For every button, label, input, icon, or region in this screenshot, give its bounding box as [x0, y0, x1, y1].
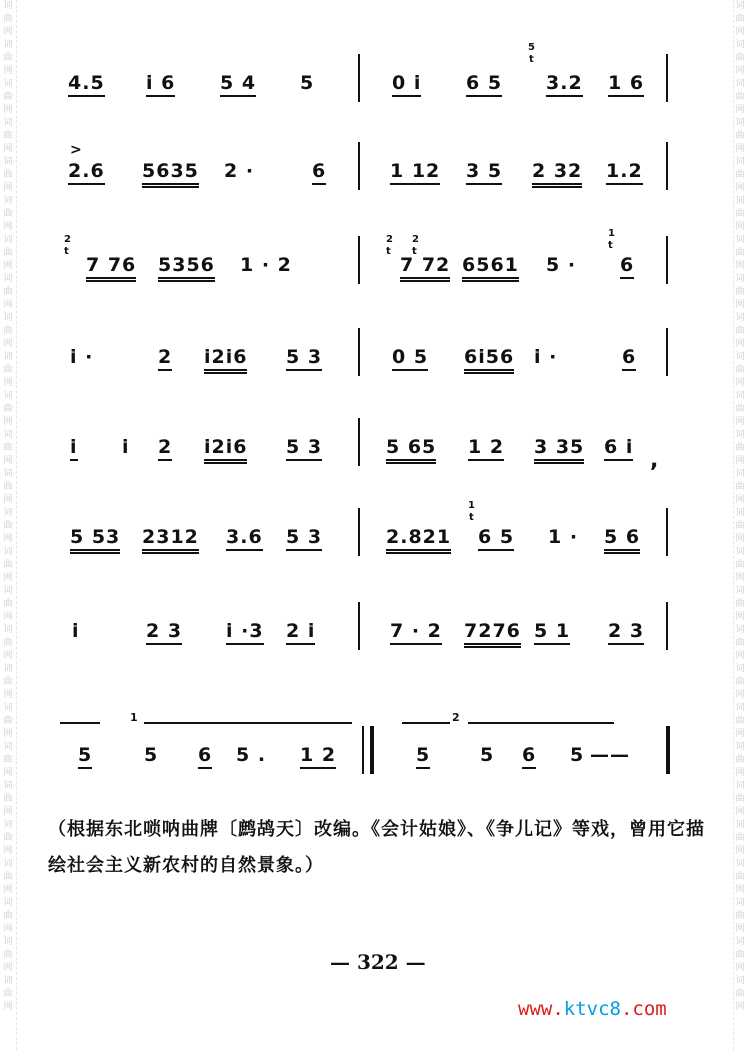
note-group: 5 53 [70, 526, 120, 554]
note-group: 5356 [158, 254, 215, 282]
left-watermark-text: 词曲网词曲网词曲网词曲网词曲网词曲网词曲网词曲网词曲网词曲网词曲网词曲网词曲网词曲网词曲网词曲网词曲网词曲网词曲网词曲网词曲网词曲网词曲网词曲网词曲网词曲网 [3, 1, 13, 1012]
note-group: 3 5 [466, 160, 502, 185]
note-group: 2 3 [608, 620, 644, 645]
note-group: 7276 [464, 620, 521, 648]
note-group: 5 3 [286, 436, 322, 461]
grace-mark: t [412, 246, 417, 257]
note-group: 6 i [604, 436, 633, 461]
note-group: 1 12 [390, 160, 440, 185]
note-group: 3.2 [546, 72, 583, 97]
note-group: 5 6 [604, 526, 640, 554]
grace-note: 2 [386, 234, 393, 245]
barline [666, 602, 668, 650]
note-group: i [70, 436, 78, 461]
note-group: 6i56 [464, 346, 514, 374]
note-group: 7 72 [400, 254, 450, 282]
score-row-2 [60, 142, 680, 220]
note-group: 5 [480, 744, 495, 766]
note-group: 5 4 [220, 72, 256, 97]
note-group: 6 [620, 254, 634, 279]
note-group: 4.5 [68, 72, 105, 97]
first-ending-number: 1 [130, 711, 138, 724]
breath-mark: , [650, 448, 659, 473]
note-group: 5635 [142, 160, 199, 188]
barline [358, 236, 360, 284]
grace-mark: t [64, 246, 69, 257]
barline [666, 328, 668, 376]
note-group: 2.821 [386, 526, 451, 554]
site-watermark [518, 998, 667, 1020]
note-group: 6 [522, 744, 536, 769]
score-row-4 [60, 346, 680, 406]
site-part-b: ktvc8 [563, 998, 621, 1020]
note-group: i [72, 620, 80, 642]
note-group: 2312 [142, 526, 199, 554]
grace-note: 1 [468, 500, 475, 511]
note-group: 5 3 [286, 526, 322, 551]
note-group: 0 i [392, 72, 421, 97]
note-group: 1 · 2 [240, 254, 292, 276]
accent-mark: > [70, 142, 82, 158]
note-group: 5 1 [534, 620, 570, 645]
right-watermark-strip [733, 0, 748, 1050]
note-group: 3 35 [534, 436, 584, 464]
ending-bracket [144, 722, 352, 724]
music-score [60, 0, 680, 800]
repeat-barline [362, 726, 374, 774]
barline [666, 142, 668, 190]
barline [358, 602, 360, 650]
note-group: 0 5 [392, 346, 428, 371]
grace-note: 2 [412, 234, 419, 245]
note-group: 3.6 [226, 526, 263, 551]
note-group: 7 76 [86, 254, 136, 282]
note-group: i2i6 [204, 436, 247, 464]
note-group: 2 3 [146, 620, 182, 645]
note-group: 5 [570, 744, 585, 766]
score-row-5 [60, 436, 680, 496]
note-group: i 6 [146, 72, 175, 97]
score-row-1 [60, 42, 680, 132]
barline [666, 236, 668, 284]
note-group: 1 2 [468, 436, 504, 461]
note-group: 5 3 [286, 346, 322, 371]
note-group: i ·3 [226, 620, 264, 645]
grace-note: 2 [64, 234, 71, 245]
note-group: 2 · [224, 160, 255, 182]
left-watermark-strip [2, 0, 17, 1050]
ending-bracket [468, 722, 614, 724]
site-part-a: www. [518, 998, 564, 1020]
note-group: 5 [300, 72, 315, 94]
note-group: 1 · [548, 526, 579, 548]
score-row-8 [60, 711, 680, 804]
page-number: — 322 — [330, 950, 426, 974]
note-group: 7 · 2 [390, 620, 442, 645]
caption-text: （根据东北唢呐曲牌〔鹧鸪天〕改编。《会计姑娘》、《争儿记》等戏，曾用它描绘社会主义新农村的自然景象。） [48, 819, 705, 876]
barline [666, 508, 668, 556]
note-group: 1 6 [608, 72, 644, 97]
note-group: 5 [416, 744, 430, 769]
note-group: 5 · [546, 254, 577, 276]
barline [358, 508, 360, 556]
grace-mark: t [469, 512, 474, 523]
note-group: 2 i [286, 620, 315, 645]
note-group: 5 . [236, 744, 267, 766]
note-group: i [122, 436, 130, 458]
grace-mark: t [608, 240, 613, 251]
note-group: 5 [144, 744, 159, 766]
grace-note: 5 [528, 42, 535, 53]
note-group: 6 5 [466, 72, 502, 97]
note-group: 6 [312, 160, 326, 185]
right-watermark-text: 词曲网词曲网词曲网词曲网词曲网词曲网词曲网词曲网词曲网词曲网词曲网词曲网词曲网词曲网词曲网词曲网词曲网词曲网词曲网词曲网词曲网词曲网词曲网词曲网词曲网词曲网 [735, 1, 745, 1012]
second-ending-number: 2 [452, 711, 460, 724]
note-group: i · [534, 346, 558, 368]
note-group: 2 32 [532, 160, 582, 188]
site-part-c: .com [620, 998, 667, 1020]
grace-note: 1 [608, 228, 615, 239]
note-group: 5 65 [386, 436, 436, 464]
note-group: 6 5 [478, 526, 514, 551]
note-group: 6 [198, 744, 212, 769]
note-group: 1.2 [606, 160, 643, 185]
note-group: 6561 [462, 254, 519, 282]
final-barline [666, 726, 670, 774]
note-group: 2 [158, 436, 172, 461]
ending-bracket [402, 722, 450, 724]
note-group: 1 2 [300, 744, 336, 769]
barline [358, 54, 360, 102]
grace-mark: t [386, 246, 391, 257]
score-row-6 [60, 500, 680, 586]
ending-bracket [60, 722, 100, 724]
score-row-3 [60, 228, 680, 314]
note-group: i2i6 [204, 346, 247, 374]
barline [358, 328, 360, 376]
note-group: 6 [622, 346, 636, 371]
barline [666, 54, 668, 102]
note-group: 2 [158, 346, 172, 371]
extension-line: —— [590, 744, 630, 766]
barline [358, 418, 360, 466]
grace-mark: t [529, 54, 534, 65]
note-group: i · [70, 346, 94, 368]
score-row-7 [60, 620, 680, 680]
barline [358, 142, 360, 190]
note-group: 2.6 [68, 160, 105, 185]
note-group: 5 [78, 744, 92, 769]
